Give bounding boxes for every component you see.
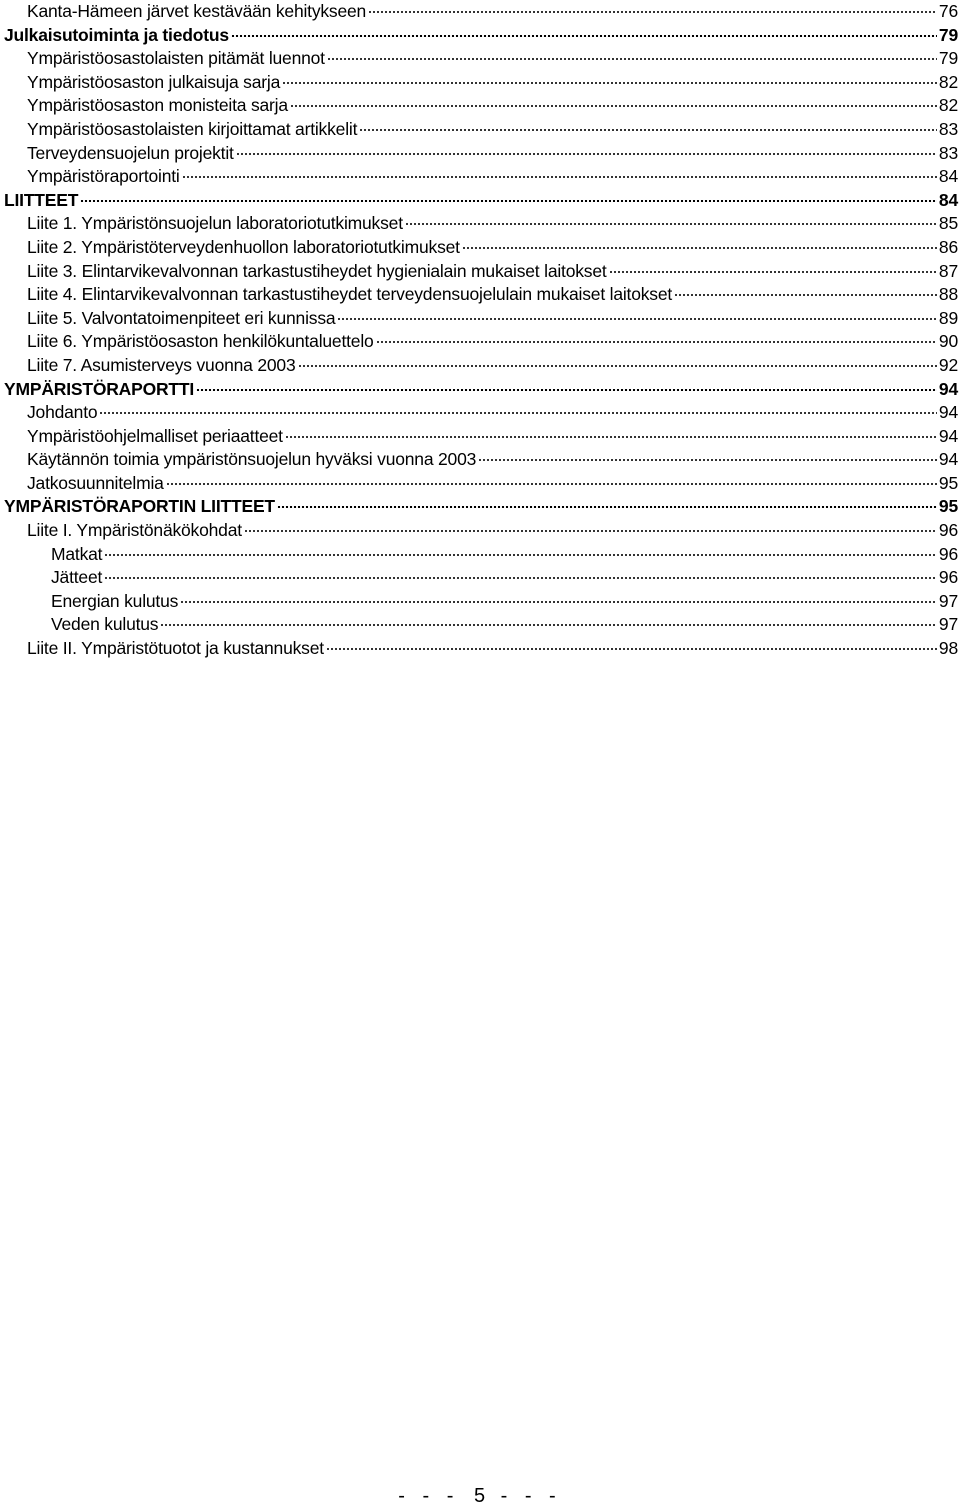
toc-entry-page-number: 90	[938, 331, 958, 352]
toc-entry[interactable]	[4, 448, 958, 472]
toc-entry-title: Johdanto	[27, 402, 98, 423]
dot-leader	[180, 601, 937, 603]
toc-entry-page-number: 94	[938, 449, 958, 470]
dot-leader	[609, 271, 937, 273]
toc-entry-page-number: 96	[938, 567, 958, 588]
toc-entry[interactable]	[4, 189, 958, 213]
dot-leader	[674, 294, 937, 296]
toc-entry-title: Energian kulutus	[51, 590, 179, 611]
toc-entry-page-number: 96	[938, 520, 958, 541]
toc-entry-page-number: 94	[938, 425, 958, 446]
toc-entry[interactable]	[4, 566, 958, 590]
toc-entry[interactable]	[4, 118, 958, 142]
dot-leader	[231, 35, 937, 37]
toc-entry[interactable]	[4, 330, 958, 354]
toc-entry[interactable]	[4, 0, 958, 24]
toc-entry-title: Liite 4. Elintarvikevalvonnan tarkastustiheydet terveydensuojelulain mukaiset laitokset	[27, 284, 673, 305]
toc-entry-page-number: 84	[938, 166, 958, 187]
toc-entry-page-number: 96	[938, 543, 958, 564]
toc-entry[interactable]	[4, 260, 958, 284]
toc-entry-title: Liite 7. Asumisterveys vuonna 2003	[27, 354, 296, 375]
toc-entry-title: Kanta-Hämeen järvet kestävään kehitykseen	[27, 1, 367, 21]
toc-entry[interactable]	[4, 94, 958, 118]
toc-entry-page-number: 83	[938, 118, 958, 139]
toc-entry-title: Ympäristöosastolaisten kirjoittamat artikkelit	[27, 118, 358, 139]
dot-leader	[290, 105, 937, 107]
toc-entry-title: Liite 1. Ympäristönsuojelun laboratoriotutkimukset	[27, 213, 403, 234]
toc-entry[interactable]	[4, 47, 958, 71]
toc-entry-page-number: 95	[938, 496, 958, 517]
toc-entry-page-number: 85	[938, 213, 958, 234]
toc-entry-page-number: 84	[938, 189, 958, 210]
toc-entry-page-number: 92	[938, 354, 958, 375]
dot-leader	[99, 412, 937, 414]
dot-leader	[405, 223, 937, 225]
toc-entry-title: Jätteet	[51, 567, 103, 588]
toc-entry-page-number: 89	[938, 307, 958, 328]
toc-entry-page-number: 97	[938, 590, 958, 611]
toc-entry-title: YMPÄRISTÖRAPORTTI	[4, 378, 195, 399]
dot-leader	[327, 58, 937, 60]
dot-leader	[244, 530, 937, 532]
dot-leader	[104, 554, 937, 556]
toc-entry[interactable]	[4, 142, 958, 166]
toc-entry[interactable]	[4, 495, 958, 519]
toc-entry-page-number: 82	[938, 71, 958, 92]
toc-entry[interactable]	[4, 354, 958, 378]
dot-leader	[478, 459, 937, 461]
toc-entry[interactable]	[4, 283, 958, 307]
dot-leader	[166, 483, 937, 485]
toc-entry-page-number: 79	[938, 48, 958, 69]
toc-entry-page-number: 94	[938, 378, 958, 399]
toc-entry[interactable]	[4, 637, 958, 661]
toc-entry-title: Liite I. Ympäristönäkökohdat	[27, 520, 242, 541]
dot-leader	[359, 129, 937, 131]
toc-entry-title: Käytännön toimia ympäristönsuojelun hyväksi vuonna 2003	[27, 449, 477, 470]
toc-entry-page-number: 79	[938, 24, 958, 45]
dot-leader	[104, 577, 937, 579]
dot-leader	[298, 365, 937, 367]
toc-entry[interactable]	[4, 212, 958, 236]
toc-entry-page-number: 97	[938, 614, 958, 635]
dot-leader	[160, 624, 937, 626]
toc-entry[interactable]	[4, 71, 958, 95]
toc-entry-page-number: 76	[938, 1, 958, 21]
toc-entry[interactable]	[4, 236, 958, 260]
toc-entry[interactable]	[4, 590, 958, 614]
table-of-contents	[4, 0, 958, 661]
toc-entry-title: YMPÄRISTÖRAPORTIN LIITTEET	[4, 496, 275, 517]
dot-leader	[196, 389, 937, 391]
toc-entry-page-number: 82	[938, 95, 958, 116]
toc-entry[interactable]	[4, 378, 958, 402]
toc-entry[interactable]	[4, 472, 958, 496]
toc-entry-title: Liite II. Ympäristötuotot ja kustannukset	[27, 638, 324, 659]
toc-entry-page-number: 95	[938, 472, 958, 493]
page-footer	[0, 1484, 960, 1508]
dot-leader	[337, 318, 937, 320]
toc-entry-title: Ympäristöosaston monisteita sarja	[27, 95, 288, 116]
toc-entry-title: Liite 3. Elintarvikevalvonnan tarkastustiheydet hygienialain mukaiset laitokset	[27, 260, 607, 281]
toc-entry-title: LIITTEET	[4, 189, 79, 210]
toc-entry[interactable]	[4, 543, 958, 567]
toc-entry-page-number: 87	[938, 260, 958, 281]
dot-leader	[285, 436, 937, 438]
toc-entry-title: Liite 2. Ympäristöterveydenhuollon laboratoriotutkimukset	[27, 236, 460, 257]
toc-entry-page-number: 88	[938, 284, 958, 305]
toc-entry-page-number: 94	[938, 402, 958, 423]
toc-entry-title: Liite 6. Ympäristöosaston henkilökuntaluettelo	[27, 331, 374, 352]
toc-entry-title: Ympäristöosastolaisten pitämät luennot	[27, 48, 325, 69]
toc-entry-title: Terveydensuojelun projektit	[27, 142, 234, 163]
toc-entry-page-number: 98	[938, 638, 958, 659]
toc-entry-title: Ympäristöraportointi	[27, 166, 180, 187]
toc-entry[interactable]	[4, 425, 958, 449]
toc-entry-title: Julkaisutoiminta ja tiedotus	[4, 24, 229, 45]
dot-leader	[326, 648, 937, 650]
footer-left-dashes: - - -	[398, 1485, 460, 1507]
toc-entry[interactable]	[4, 613, 958, 637]
toc-entry-page-number: 86	[938, 236, 958, 257]
toc-entry[interactable]	[4, 401, 958, 425]
toc-entry-title: Matkat	[51, 543, 103, 564]
toc-entry-title: Ympäristöohjelmalliset periaatteet	[27, 425, 283, 446]
dot-leader	[80, 200, 937, 202]
toc-entry[interactable]	[4, 519, 958, 543]
dot-leader	[277, 506, 937, 508]
footer-right-dashes: - - -	[500, 1485, 562, 1507]
toc-entry-title: Ympäristöosaston julkaisuja sarja	[27, 71, 281, 92]
toc-entry-title: Veden kulutus	[51, 614, 159, 635]
dot-leader	[236, 153, 937, 155]
dot-leader	[376, 341, 937, 343]
toc-entry[interactable]	[4, 307, 958, 331]
page-number: 5	[473, 1485, 487, 1507]
dot-leader	[462, 247, 937, 249]
dot-leader	[182, 176, 937, 178]
dot-leader	[282, 82, 937, 84]
toc-entry-title: Liite 5. Valvontatoimenpiteet eri kunnissa	[27, 307, 336, 328]
toc-entry-page-number: 83	[938, 142, 958, 163]
toc-entry-title: Jatkosuunnitelmia	[27, 472, 164, 493]
toc-entry[interactable]	[4, 24, 958, 48]
toc-entry[interactable]	[4, 165, 958, 189]
dot-leader	[368, 11, 937, 13]
